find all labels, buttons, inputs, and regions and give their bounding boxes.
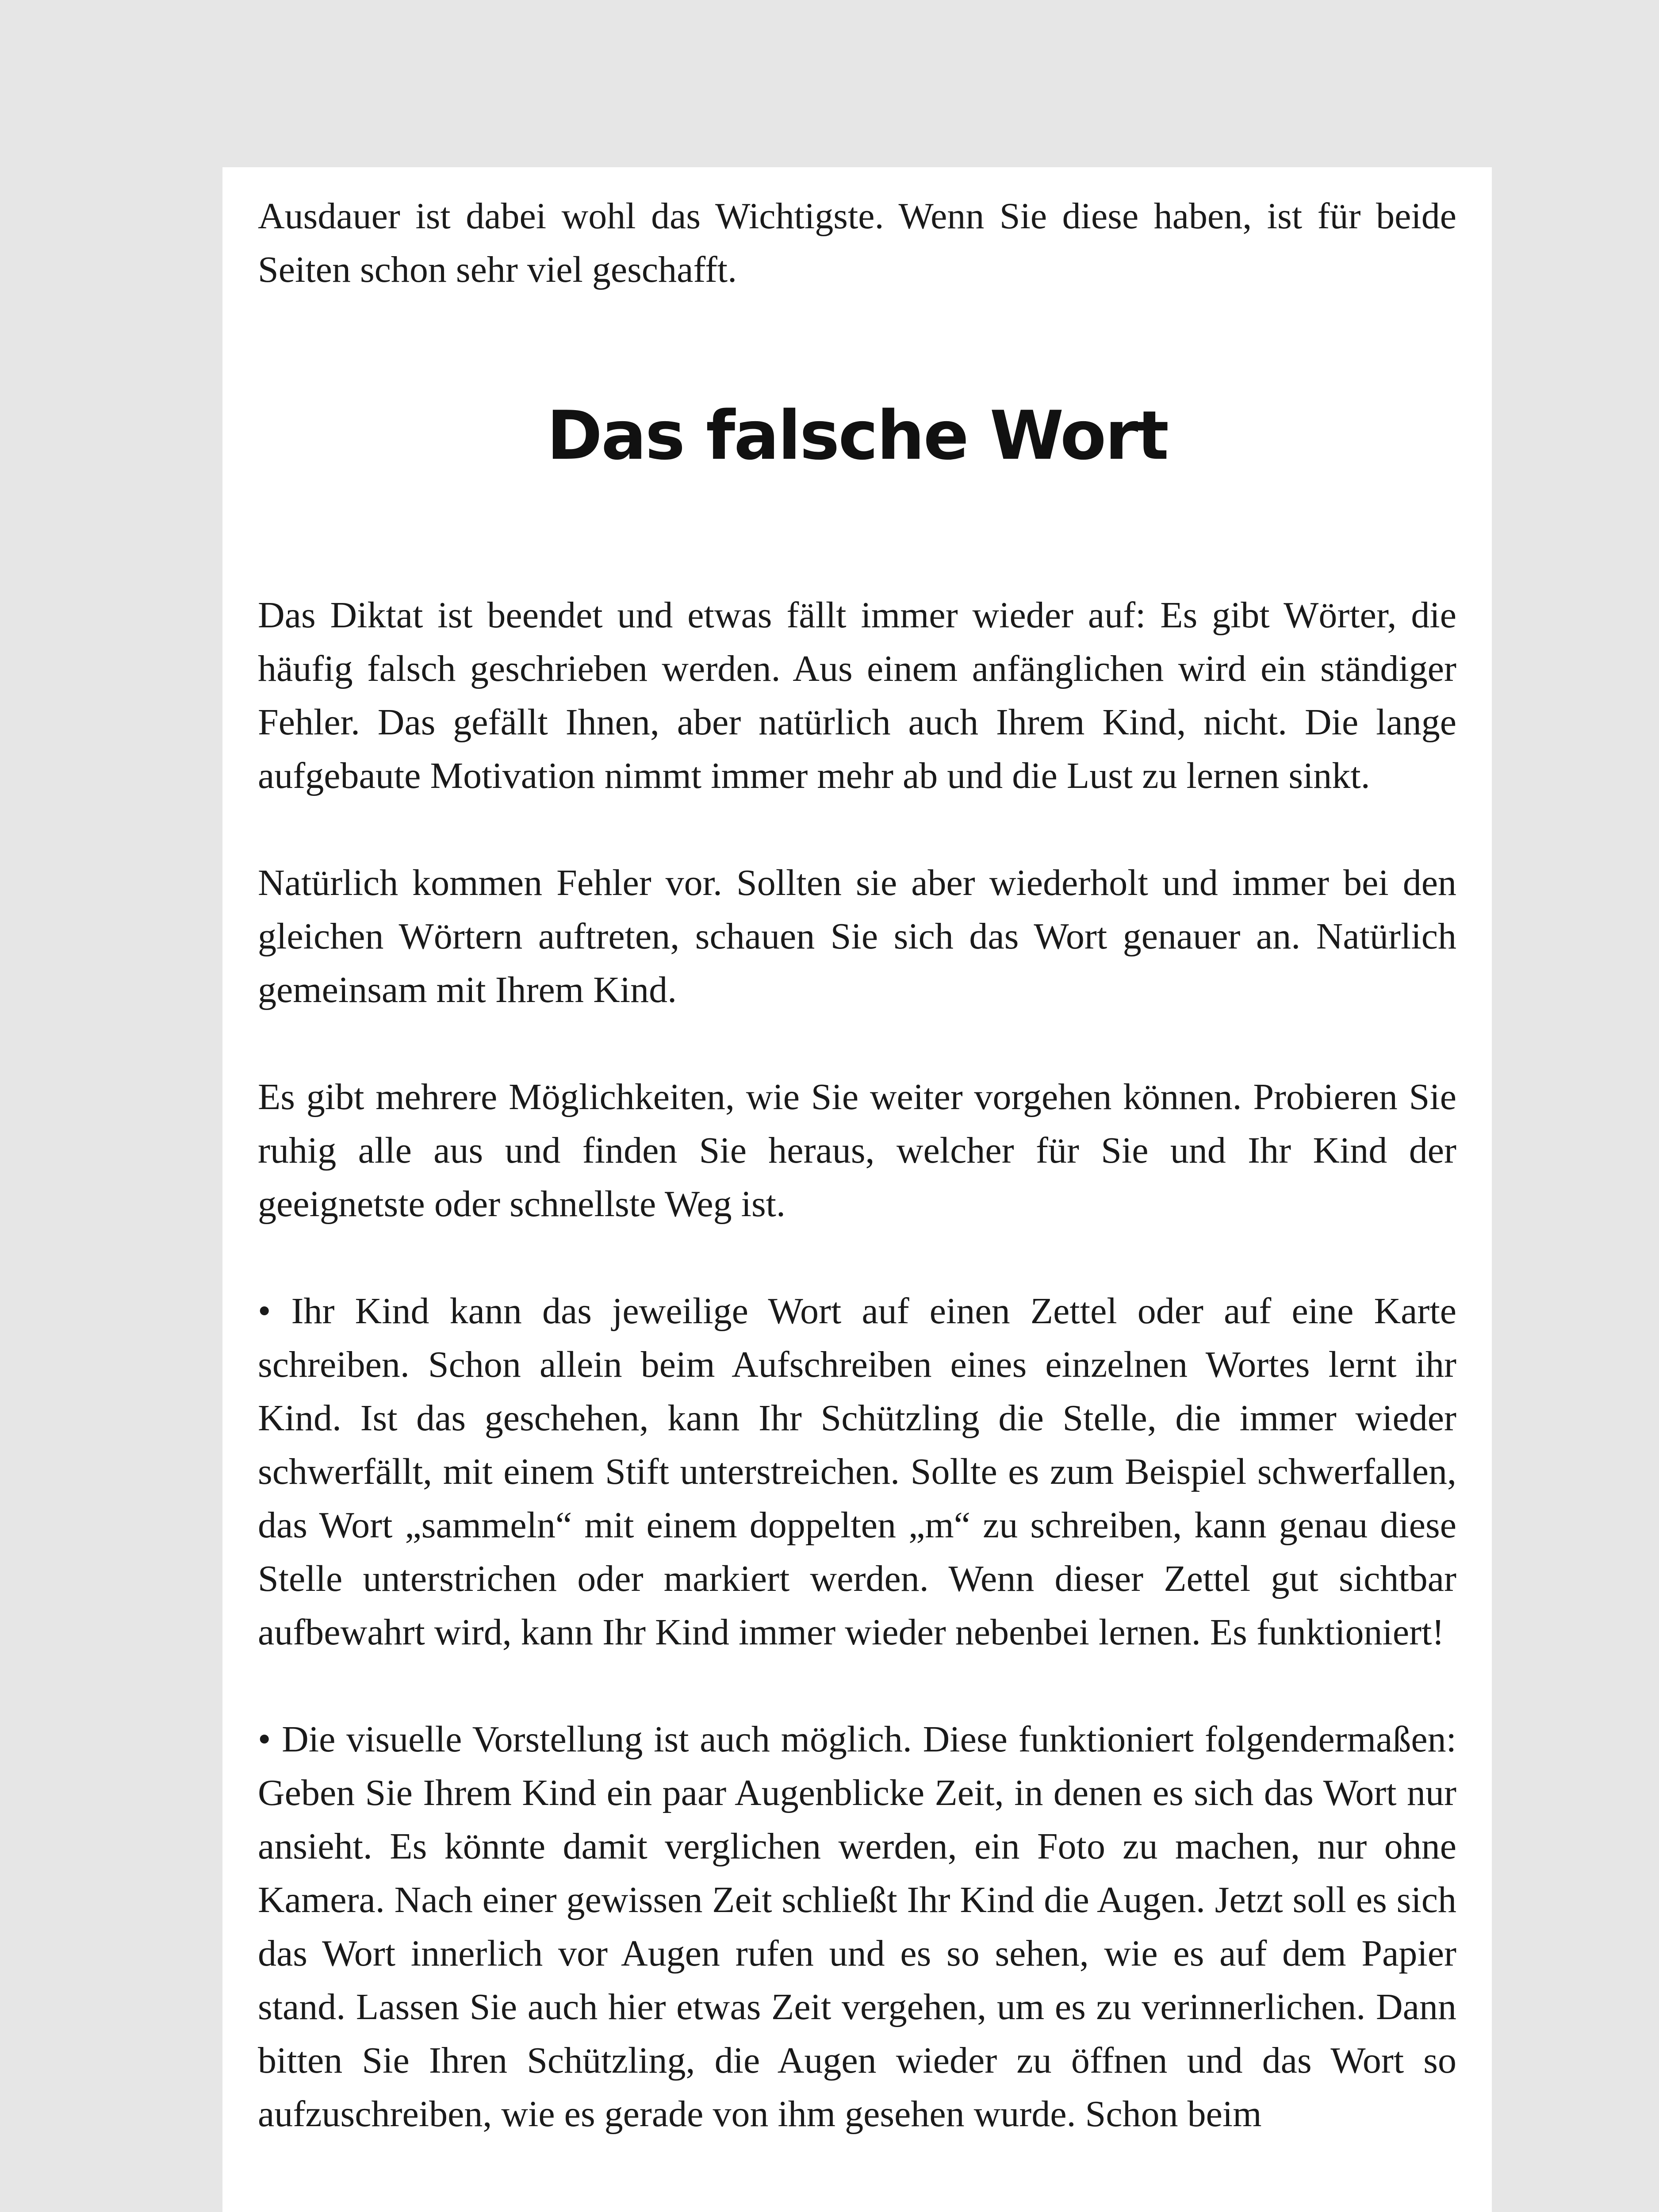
bullet-paragraph-zettel: • Ihr Kind kann das jeweilige Wort auf einen Zettel oder auf eine Karte schreiben. Schon allein beim Aufschreiben eines einzelnen Wortes lernt ihr Kind. Ist das geschehen, kann Ihr Schützling die Stelle, die immer wieder schwerfällt, mit einem Stift unterstreichen. Sollte es zum Beispiel schwerfallen, das Wort „sammeln“ mit einem doppelten „m“ zu schreiben, kann genau diese Stelle unterstrichen oder markiert werden. Wenn dieser Zettel gut sichtbar aufbewahrt wird, kann Ihr Kind immer wieder nebenbei lernen. Es funktioniert!: [258, 1290, 1456, 1653]
book-page: [222, 167, 1492, 2212]
intro-paragraph: Ausdauer ist dabei wohl das Wichtigste. Wenn Sie diese haben, ist für beide Seiten schon sehr viel geschafft.: [258, 196, 1456, 290]
bullet-paragraph-visuell: • Die visuelle Vorstellung ist auch möglich. Diese funktioniert folgendermaßen: Geben Sie Ihrem Kind ein paar Augenblicke Zeit, in denen es sich das Wort nur ansieht. Es könnte damit verglichen werden, ein Foto zu machen, nur ohne Kamera. Nach einer gewissen Zeit schließt Ihr Kind die Augen. Jetzt soll es sich das Wort innerlich vor Augen rufen und es so sehen, wie es auf dem Papier stand. Lassen Sie auch hier etwas Zeit vergehen, um es zu verinnerlichen. Dann bitten Sie Ihren Schützling, die Augen wieder zu öffnen und das Wort so aufzuschreiben, wie es gerade von ihm gesehen wurde. Schon beim: [258, 1719, 1456, 2135]
paragraph-fehler: Natürlich kommen Fehler vor. Sollten sie aber wiederholt und immer bei den gleichen Wörtern auftreten, schauen Sie sich das Wort genauer an. Natürlich gemeinsam mit Ihrem Kind.: [258, 862, 1456, 1010]
paragraph-moeglichkeiten: Es gibt mehrere Möglichkeiten, wie Sie weiter vorgehen können. Probieren Sie ruhig alle aus und finden Sie heraus, welcher für Sie und Ihr Kind der geeignetste oder schnellste Weg ist.: [258, 1076, 1456, 1225]
page-text: [258, 189, 1456, 2141]
section-heading: Das falsche Wort: [546, 396, 1168, 475]
paragraph-diktat: Das Diktat ist beendet und etwas fällt immer wieder auf: Es gibt Wörter, die häufig falsch geschrieben werden. Aus einem anfänglichen wird ein ständiger Fehler. Das gefällt Ihnen, aber natürlich auch Ihrem Kind, nicht. Die lange aufgebaute Motivation nimmt immer mehr ab und die Lust zu lernen sinkt.: [258, 595, 1456, 796]
